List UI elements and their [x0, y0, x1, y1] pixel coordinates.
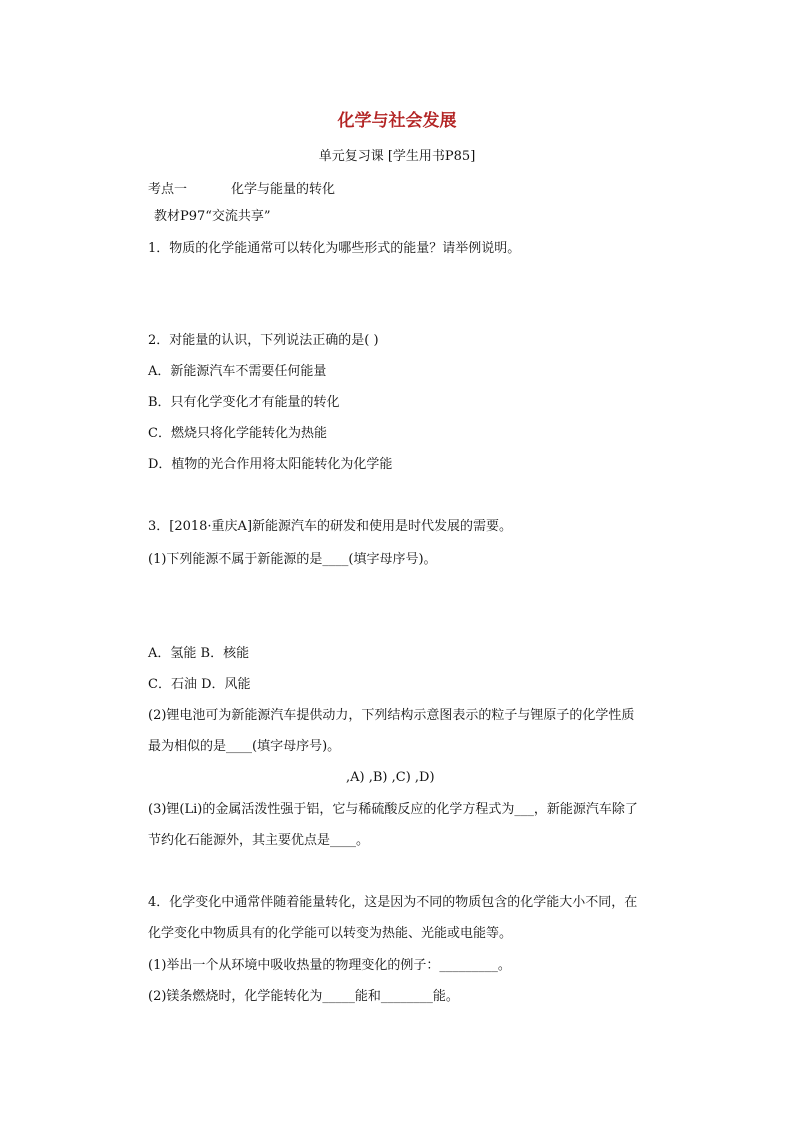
topic-title: 化学与能量的转化 — [231, 182, 336, 197]
question-3-part-2-line-1: (2)锂电池可为新能源汽车提供动力，下列结构示意图表示的粒子与锂原子的化学性质 — [148, 708, 635, 723]
question-2-option-c: C．燃烧只将化学能转化为热能 — [148, 426, 327, 441]
subtitle: 单元复习课 [学生用书P85] — [318, 149, 476, 164]
page-title: 化学与社会发展 — [337, 111, 457, 131]
source-note: 教材P97“交流共享” — [154, 209, 271, 224]
question-3-part-1: (1)下列能源不属于新能源的是____(填字母序号)。 — [148, 552, 437, 567]
question-3-options-cd: C．石油 D．风能 — [148, 677, 251, 692]
question-3-options-ab: A．氢能 B．核能 — [148, 646, 250, 661]
question-1: 1．物质的化学能通常可以转化为哪些形式的能量？请举例说明。 — [148, 241, 521, 256]
structure-diagram-labels: ,A) ,B) ,C) ,D) — [346, 770, 435, 785]
question-3-part-3-line-1: (3)锂(Li)的金属活泼性强于铝，它与稀硫酸反应的化学方程式为___，新能源汽车除了 — [148, 802, 638, 817]
question-2-option-a: A．新能源汽车不需要任何能量 — [148, 364, 327, 379]
question-2-stem: 2．对能量的认识，下列说法正确的是( ) — [148, 333, 379, 348]
question-4-line-2: 化学变化中物质具有的化学能可以转变为热能、光能或电能等。 — [148, 926, 513, 941]
question-3-part-2-line-2: 最为相似的是____(填字母序号)。 — [148, 739, 341, 754]
question-4-part-1: (1)举出一个从环境中吸收热量的物理变化的例子：_________。 — [148, 958, 511, 973]
question-2-option-b: B．只有化学变化才有能量的转化 — [148, 395, 340, 410]
topic-label: 考点一 — [148, 182, 188, 197]
question-2-option-d: D．植物的光合作用将太阳能转化为化学能 — [148, 457, 393, 472]
question-3-stem: 3．[2018·重庆A]新能源汽车的研发和使用是时代发展的需要。 — [148, 519, 513, 534]
question-4-part-2: (2)镁条燃烧时，化学能转化为_____能和________能。 — [148, 989, 459, 1004]
question-4-line-1: 4．化学变化中通常伴随着能量转化，这是因为不同的物质包含的化学能大小不同，在 — [148, 895, 638, 910]
question-3-part-3-line-2: 节约化石能源外，其主要优点是____。 — [148, 833, 370, 848]
topic-heading — [148, 178, 335, 197]
